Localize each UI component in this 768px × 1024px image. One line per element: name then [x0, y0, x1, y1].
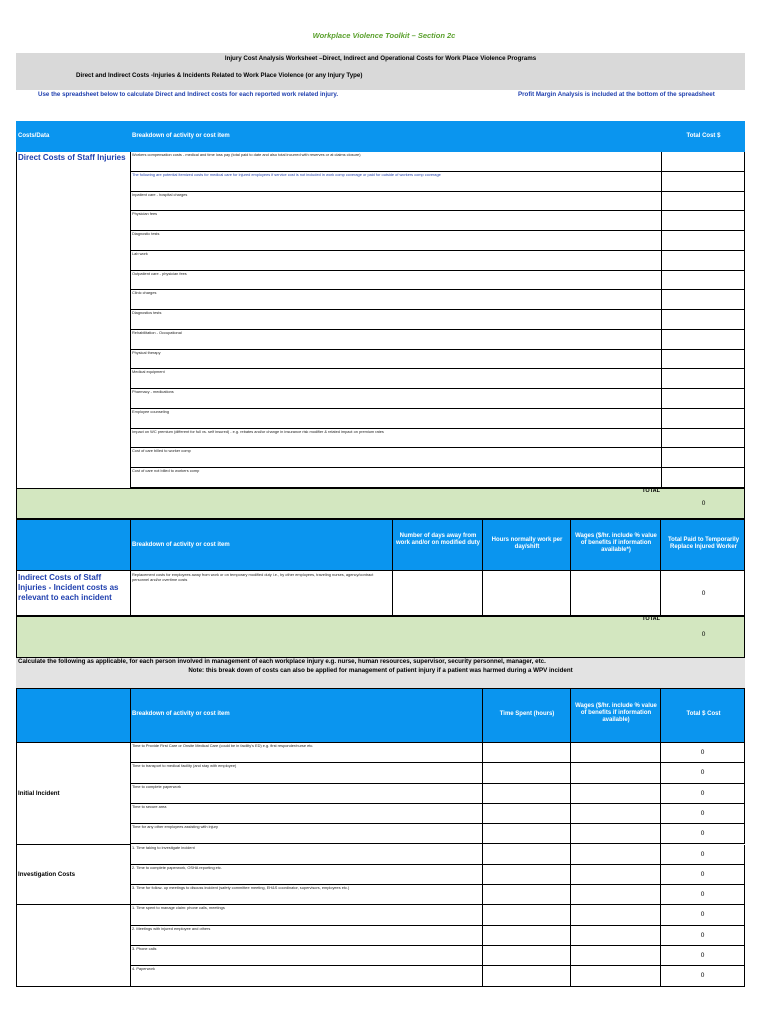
mgmt-col-time-header: Time Spent (hours) — [499, 711, 555, 717]
direct-cost-row — [130, 152, 745, 172]
management-item-text: 3. Time for follow- up meetings to discuss incident (safety committee meeting, EH&S coordinator, supervisors, employees etc.) — [132, 886, 350, 891]
direct-cost-input[interactable] — [661, 448, 746, 467]
indirect-col-days-header: Number of days away from work and/or on modified duty — [396, 533, 480, 546]
direct-cost-row — [130, 468, 745, 488]
management-column-divider — [660, 688, 661, 987]
direct-cost-row — [130, 350, 745, 370]
management-cost-row — [130, 804, 745, 824]
direct-cost-item-text: Pharmacy - medications — [132, 390, 174, 395]
indirect-section-label: Indirect Costs of Staff Injuries - Incident costs as relevant to each incident — [18, 573, 119, 602]
direct-cost-input[interactable] — [661, 389, 746, 408]
direct-cost-row — [130, 231, 745, 251]
direct-cost-item-text: Rehabilitation - Occupational — [132, 330, 182, 335]
mgmt-col-total-header: Total $ Cost — [686, 711, 721, 717]
management-cost-row — [130, 824, 745, 844]
direct-cost-row — [130, 310, 745, 330]
direct-cost-input[interactable] — [661, 192, 746, 211]
direct-cost-row — [130, 192, 745, 212]
direct-cost-item-text: Cost of care not billed to workers comp — [132, 469, 200, 474]
direct-cost-input[interactable] — [661, 231, 746, 250]
management-cost-row — [130, 946, 745, 966]
management-cost-row — [130, 743, 745, 763]
direct-cost-input[interactable] — [661, 211, 746, 230]
profit-margin-note: Profit Margin Analysis is included at the bottom of the spreadsheet — [518, 91, 715, 98]
indirect-col-wages-header: Wages ($/hr. include % value of benefits if information available*) — [575, 533, 657, 553]
management-cost-row — [130, 845, 745, 865]
indirect-total-label: TOTAL — [642, 616, 660, 622]
management-total-value: 0 — [700, 809, 705, 817]
direct-cost-input[interactable] — [661, 468, 746, 487]
management-group-label: Investigation Costs — [18, 870, 76, 878]
management-total-value: 0 — [700, 850, 705, 858]
management-total-value: 0 — [700, 972, 705, 980]
direct-cost-row — [130, 251, 745, 271]
management-item-text: Time to transport to medical facility (and stay with employee) — [132, 764, 237, 769]
indirect-total-row — [16, 616, 745, 658]
direct-cost-item-text: Outpatient care - physician fees — [132, 271, 187, 276]
direct-cost-input[interactable] — [661, 409, 746, 428]
management-cost-row — [130, 926, 745, 946]
indirect-col-replace-header: Total Paid to Temporarily Replace Injured Worker — [667, 537, 740, 550]
direct-cost-item-text: The following are potential itemized costs for medical care for injured employees if service cost is not included in work comp coverage or paid for outside of workers comp coverage — [132, 172, 441, 177]
document-title: Workplace Violence Toolkit – Section 2c — [312, 31, 456, 40]
direct-cost-item-text: Physical therapy — [132, 350, 161, 355]
management-cost-row — [130, 865, 745, 885]
direct-header-row — [16, 121, 745, 152]
direct-cost-input[interactable] — [661, 290, 746, 309]
direct-cost-input[interactable] — [661, 369, 746, 388]
management-note-line2: Note: this break down of costs can also be applied for management of patient injury if a patient was harmed during a WPV incident — [188, 667, 573, 674]
indirect-column-divider — [570, 519, 571, 616]
direct-cost-item-text: Lab work — [132, 251, 148, 256]
direct-total-value: 0 — [701, 500, 706, 507]
management-total-value: 0 — [700, 891, 705, 899]
management-cost-row — [130, 784, 745, 804]
direct-col-total-header: Total Cost $ — [686, 133, 721, 139]
direct-total-label: TOTAL — [642, 488, 660, 494]
direct-cost-input[interactable] — [661, 271, 746, 290]
management-item-text: Time for any other employees assisting with injury — [132, 825, 218, 830]
indirect-column-divider — [130, 519, 131, 616]
management-total-value: 0 — [700, 789, 705, 797]
management-cost-row — [130, 763, 745, 783]
indirect-column-divider — [482, 519, 483, 616]
mgmt-col-wages-header: Wages ($/hr. include % value of benefits if information available) — [575, 703, 657, 723]
direct-cost-item-text: Workers compensation costs - medical and time loss pay (total paid to date and also total incurred with reserves or at claims closure) — [132, 153, 361, 157]
indirect-column-divider — [392, 519, 393, 616]
management-total-value: 0 — [700, 749, 705, 756]
management-column-divider — [570, 688, 571, 987]
direct-cost-row — [130, 369, 745, 389]
management-total-value: 0 — [700, 952, 705, 959]
management-item-text: 2. Meetings with injured employee and others — [132, 926, 211, 931]
direct-cost-item-text: Physician fees — [132, 212, 158, 217]
management-item-text: 1. Time spent to manage claim: phone calls, meetings — [132, 906, 225, 911]
direct-cost-row — [130, 429, 745, 449]
worksheet-subtitle: Direct and Indirect Costs -Injuries & Incidents Related to Work Place Violence (or any Injury Type) — [76, 72, 363, 79]
direct-cost-item-text: Impact on WC premium (different for full vs. self insured) - e.g. rebates and/or change in insurance risk modifier & related impact on premium rates — [132, 429, 384, 434]
direct-cost-input[interactable] — [661, 350, 746, 369]
management-item-text: 2. Time to complete paperwork, OSHA reporting etc. — [132, 865, 222, 870]
worksheet-title: Injury Cost Analysis Worksheet –Direct, Indirect and Operational Costs for Work Place Violence Programs — [224, 55, 537, 62]
direct-cost-row — [130, 409, 745, 429]
direct-cost-row — [130, 271, 745, 291]
direct-cost-item-text: Diagnostic tests — [132, 232, 160, 237]
management-group-label: Initial Incident — [18, 789, 60, 797]
direct-cost-input[interactable] — [661, 330, 746, 349]
direct-cost-row — [130, 389, 745, 409]
direct-cost-item-text: Medical equipment — [132, 370, 165, 375]
indirect-col-hours-header: Hours normally work per day/shift — [491, 537, 563, 550]
management-item-text: 4. Paperwork — [132, 967, 155, 972]
direct-cost-item-text: Clinic charges — [132, 291, 157, 296]
management-note-line1: Calculate the following as applicable, for each person involved in management of each workplace injury e.g. nurse, human resources, supervisor, security personnel, manager, etc. — [18, 658, 546, 665]
direct-cost-input[interactable] — [661, 251, 746, 270]
direct-col-breakdown-header: Breakdown of activity or cost item — [132, 133, 230, 139]
direct-cost-input[interactable] — [661, 310, 746, 329]
indirect-col-breakdown-header: Breakdown of activity or cost item — [132, 542, 230, 548]
management-item-text: Time to secure area — [132, 804, 167, 809]
management-total-value: 0 — [700, 769, 705, 777]
indirect-column-divider — [660, 519, 661, 616]
management-cost-row — [130, 966, 745, 986]
direct-cost-item-text: Employee counseling — [132, 409, 169, 414]
management-column-divider — [130, 688, 131, 987]
management-total-value: 0 — [700, 870, 705, 878]
mgmt-col-breakdown-header: Breakdown of activity or cost item — [132, 711, 230, 717]
direct-cost-input[interactable] — [661, 172, 746, 191]
direct-cost-input[interactable] — [661, 152, 746, 171]
management-item-text: 1. Time taking to investigate incident — [132, 845, 195, 850]
direct-cost-row — [130, 448, 745, 468]
management-total-value: 0 — [700, 911, 705, 919]
direct-cost-item-text: Cost of care billed to worker comp — [132, 449, 191, 454]
management-total-value: 0 — [700, 830, 705, 838]
management-item-text: Time to Provide First Care or Onsite Medical Care (could be in facility's ED) e.g. first responder/nurse etc. — [132, 744, 314, 748]
management-cost-row — [130, 885, 745, 905]
indirect-item-text: Replacement costs for employees away from work or on temporary modified duty i.e., by other employees, traveling nurses, agency/contract personnel and/or overtime costs — [132, 572, 374, 582]
direct-col-costs-header: Costs/Data — [18, 133, 50, 139]
direct-cost-row — [130, 211, 745, 231]
direct-cost-row — [130, 172, 745, 192]
direct-cost-row — [130, 290, 745, 310]
direct-cost-item-text: Inpatient care - hospital charges — [132, 192, 188, 197]
instruction-text: Use the spreadsheet below to calculate Direct and Indirect costs for each reported work related injury. — [38, 91, 339, 98]
indirect-total-value: 0 — [701, 631, 706, 638]
management-column-divider — [482, 688, 483, 987]
direct-cost-row — [130, 330, 745, 350]
management-cost-row — [130, 905, 745, 925]
management-group-cell — [16, 905, 131, 986]
management-total-value: 0 — [700, 931, 705, 939]
management-item-text: 3. Phone calls — [132, 947, 157, 951]
direct-section-label: Direct Costs of Staff Injuries — [18, 153, 126, 162]
indirect-item-value: 0 — [701, 590, 706, 597]
direct-cost-input[interactable] — [661, 429, 746, 448]
management-item-text: Time to complete paperwork — [132, 784, 181, 789]
direct-cost-item-text: Diagnostics tests — [132, 311, 162, 316]
